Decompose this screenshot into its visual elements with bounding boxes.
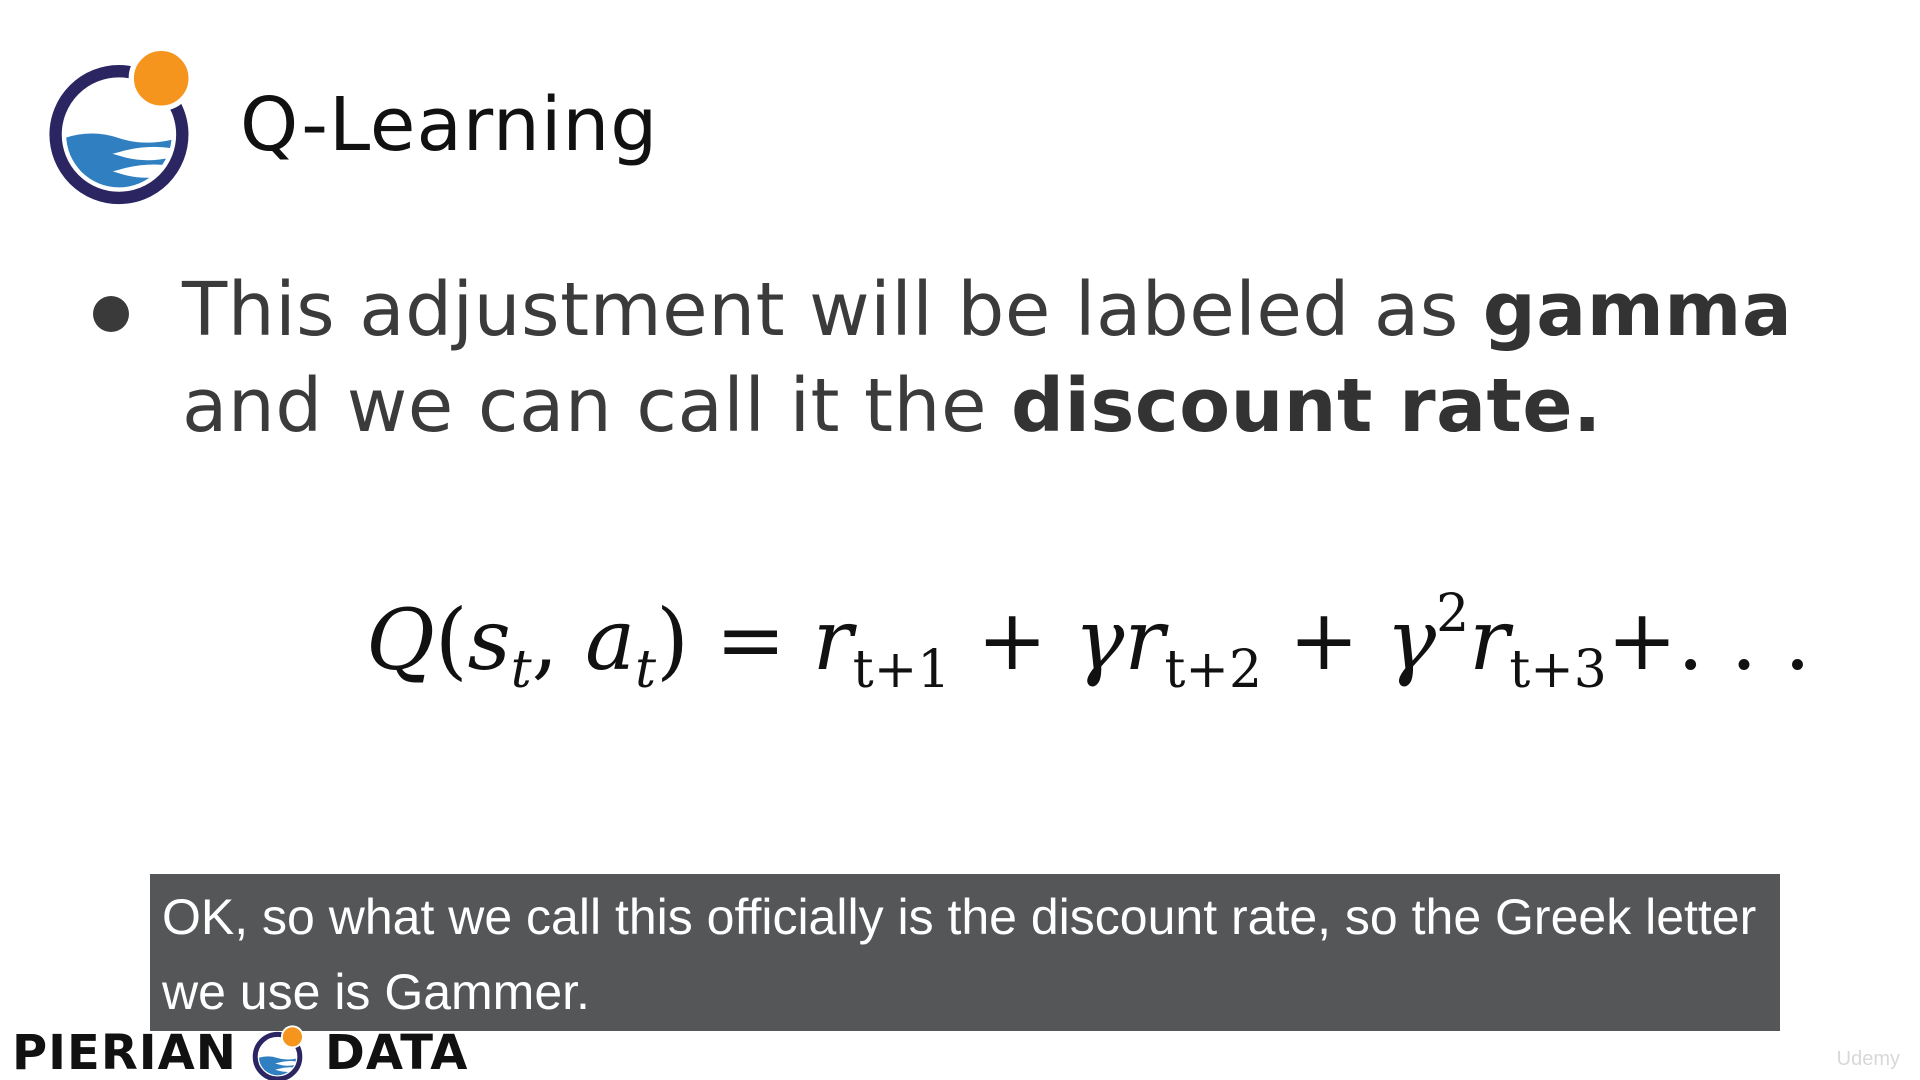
brand-footer-right: DATA [324,1025,469,1080]
formula-plus2: + [1262,591,1386,689]
bullet-text-part1: This adjustment will be labeled as [182,267,1483,353]
formula-s: s [467,591,511,689]
subtitle-caption-box [150,874,1780,1031]
bullet-text-bold-gamma: gamma [1482,267,1793,353]
formula-plus1: + [950,591,1075,689]
subtitle-caption-text: OK, so what we call this officially is the discount rate, so the Greek letter we use is Gammer. [162,889,1757,1020]
formula-sup-2: 2 [1436,584,1470,644]
bullet-text-bold-discount-rate: discount rate. [1011,363,1602,449]
formula-q: Q [366,591,435,689]
formula-r3: r [1469,591,1510,689]
pierian-data-footer-logo [249,1022,311,1080]
formula-sub-r2: t+2 [1164,640,1263,700]
bullet-point [93,296,129,332]
formula-sub-t2: t [635,640,657,700]
formula-a: a [585,591,636,689]
formula-comma: , [531,591,586,689]
formula-close-equals: ) = [656,591,813,689]
formula-sub-t1: t [510,640,532,700]
formula-r2: r [1124,591,1165,689]
pierian-data-logo [38,36,214,212]
formula-tail: +. . . [1606,591,1811,689]
bullet-text-part2: and we can call it the [182,363,1012,449]
formula-sub-r3: t+3 [1509,640,1607,700]
formula-sub-r1: t+1 [852,640,951,700]
formula-r1: r [812,591,853,689]
slide-title: Q-Learning [240,82,659,168]
udemy-watermark: Udemy [1836,1048,1900,1070]
brand-footer-left: PIERIAN [12,1025,237,1080]
formula-open-paren: ( [434,591,468,689]
formula-gamma1: γ [1074,591,1125,689]
formula-gamma2: γ [1385,591,1437,689]
bullet-text [182,262,1862,454]
brand-footer [12,1022,468,1080]
q-value-formula [366,580,1811,700]
